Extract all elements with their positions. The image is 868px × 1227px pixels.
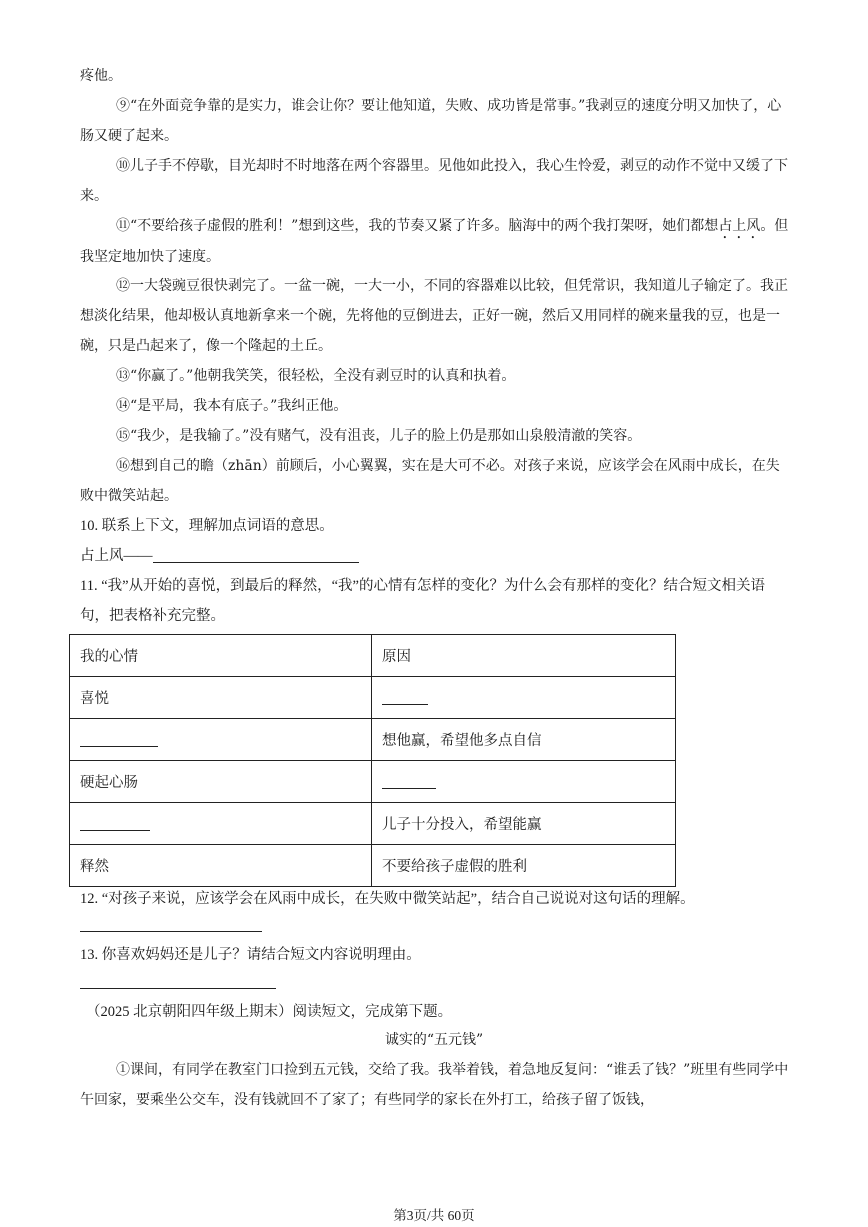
story-paragraph-13: ⑬“你赢了。”他朝我笑笑，很轻松，全没有剥豆时的认真和执着。 — [116, 368, 516, 384]
table-row — [70, 761, 676, 803]
table-row — [70, 719, 676, 761]
answer-line[interactable] — [80, 988, 276, 989]
answer-blank[interactable] — [153, 546, 359, 563]
table-cell: 喜悦 — [70, 677, 372, 719]
question-13: 13. 你喜欢妈妈还是儿子？请结合短文内容说明理由。 — [80, 947, 421, 963]
table-header-row — [70, 635, 676, 677]
story-paragraph-9: ⑨“在外面竞争靠的是实力，谁会让你？要让他知道，失败、成功皆是常事。”我剥豆的速度分明又加快了，心肠又硬了起来。 — [80, 98, 782, 144]
story-paragraph-10: ⑩儿子手不停歇，目光却时不时地落在两个容器里。见他如此投入，我心生怜爱，剥豆的动作不觉中又缓了下来。 — [80, 158, 788, 204]
question-12: 12. “对孩子来说，应该学会在风雨中成长，在失败中微笑站起”，结合自己说说对这句话的理解。 — [80, 891, 695, 907]
table-row — [70, 677, 676, 719]
source-note: （2025 北京朝阳四年级上期末）阅读短文，完成第下题。 — [86, 1004, 453, 1020]
question-10-answer-row — [80, 541, 792, 571]
table-cell: 释然 — [70, 845, 372, 887]
answer-blank[interactable] — [80, 814, 150, 831]
table-row — [70, 803, 676, 845]
page-number: 第3页/共 60页 — [393, 1208, 475, 1223]
table-cell — [70, 803, 372, 845]
story-paragraph-0: 疼他。 — [80, 68, 122, 84]
table-cell: 儿子十分投入，希望能赢 — [372, 803, 676, 845]
story-title: 诚实的“五元钱” — [384, 1032, 484, 1048]
p11-text-before: ⑪“不要给孩子虚假的胜利！”想到这些，我的节奏又紧了许多。脑海中的两个我打架呀，她们都想 — [116, 218, 719, 234]
answer-line[interactable] — [80, 931, 262, 932]
question-11: 11. “我”从开始的喜悦，到最后的释然，“我”的心情有怎样的变化？为什么会有那样的变化？结合短文相关语句，把表格补充完整。 — [80, 578, 765, 624]
p11-text-after: 。但我坚定地加快了速度。 — [80, 218, 789, 265]
dotted-term: 占上风 — [718, 218, 761, 234]
answer-blank[interactable] — [382, 688, 428, 705]
story-paragraph-15: ⑮“我少，是我输了。”没有赌气，没有沮丧，儿子的脸上仍是那如山泉般清澈的笑容。 — [116, 428, 642, 444]
table-cell: 硬起心肠 — [70, 761, 372, 803]
table-cell — [372, 761, 676, 803]
story-paragraph-16: ⑯想到自己的瞻（zhān）前顾后，小心翼翼，实在是大可不必。对孩子来说，应该学会在风雨中成长，在失败中微笑站起。 — [80, 458, 780, 504]
table-cell — [372, 677, 676, 719]
story-paragraph-14: ⑭“是平局，我本有底子。”我纠正他。 — [116, 398, 348, 414]
question-10-term: 占上风—— — [80, 548, 153, 564]
question-10: 10. 联系上下文，理解加点词语的意思。 — [80, 518, 334, 534]
answer-blank[interactable] — [382, 772, 436, 789]
table-row — [70, 845, 676, 887]
story2-paragraph-1: ①课间，有同学在教室门口捡到五元钱，交给了我。我举着钱，着急地反复问：“谁丢了钱？”班里有些同学中午回家，要乘坐公交车，没有钱就回不了家了；有些同学的家长在外打工，给孩子留了饭钱， — [80, 1062, 789, 1108]
table-cell: 想他赢，希望他多点自信 — [372, 719, 676, 761]
story-paragraph-12: ⑫一大袋豌豆很快剥完了。一盆一碗，一大一小，不同的容器难以比较，但凭常识，我知道儿子输定了。我正想淡化结果，他却极认真地新拿来一个碗，先将他的豆倒进去，正好一碗，然后又用同样的碗来量我的豆，也是一碗，只是凸起来了，像一个隆起的土丘。 — [80, 278, 788, 354]
table-cell — [70, 719, 372, 761]
table-cell: 不要给孩子虚假的胜利 — [372, 845, 676, 887]
table-header-cell: 原因 — [372, 635, 676, 677]
table-header-cell: 我的心情 — [70, 635, 372, 677]
mood-table — [69, 634, 676, 887]
answer-blank[interactable] — [80, 730, 158, 747]
story-paragraph-11 — [80, 211, 792, 272]
